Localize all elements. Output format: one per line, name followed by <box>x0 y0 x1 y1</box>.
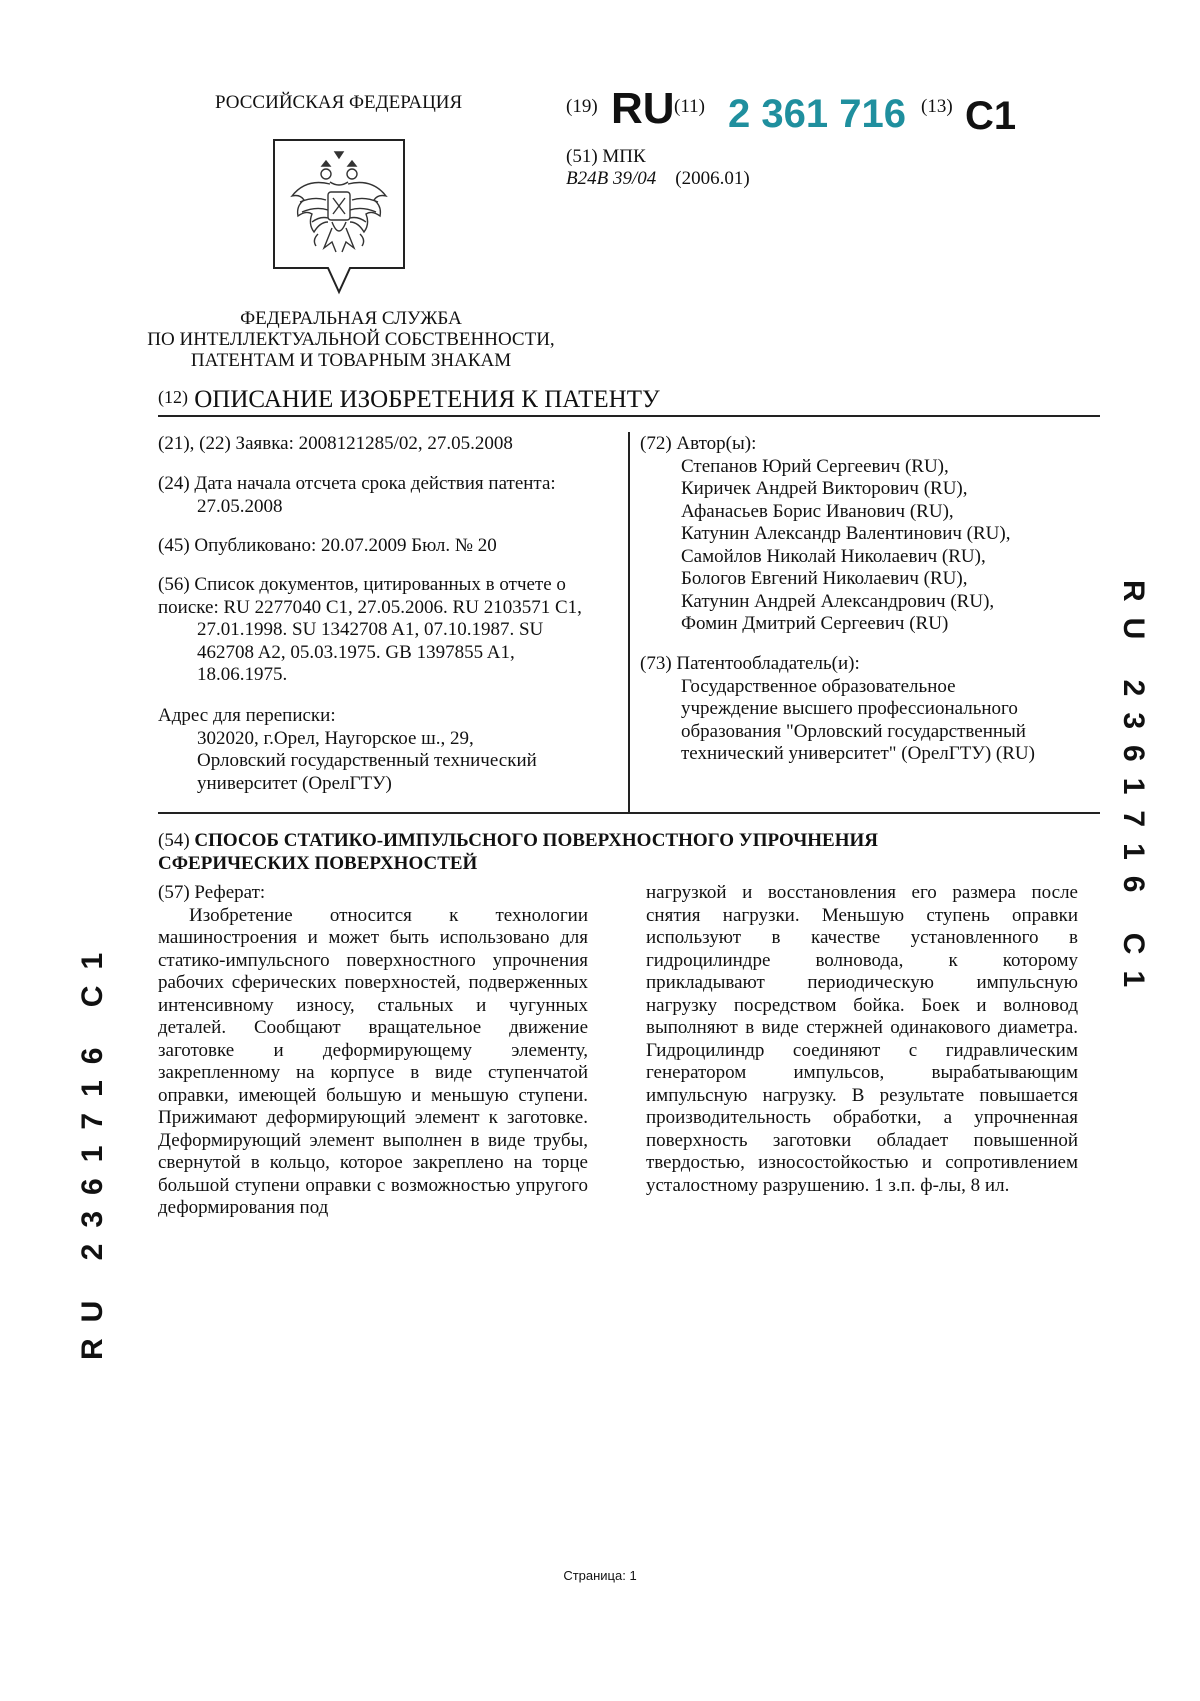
author-item: Афанасьев Борис Иванович (RU), <box>681 500 954 522</box>
author-item: Самойлов Николай Николаевич (RU), <box>681 545 986 567</box>
author-item: Катунин Андрей Александрович (RU), <box>681 590 995 612</box>
document-title: (12) ОПИСАНИЕ ИЗОБРЕТЕНИЯ К ПАТЕНТУ <box>158 386 660 413</box>
ipc-label: (51) МПК <box>566 146 646 167</box>
invention-title: (54) СПОСОБ СТАТИКО-ИМПУЛЬСНОГО ПОВЕРХНОСТНОГО УПРОЧНЕНИЯ СФЕРИЧЕСКИХ ПОВЕРХНОСТЕЙ <box>158 830 878 874</box>
abstract-text-part1: Изобретение относится к технологии машиностроения и может быть использовано для статико-импульсного поверхностного упрочнения рабочих сферических поверхностей, подверженных интенсивному износу, стальных и чугунных деталей. Сообщают вращательное движение заготовке и деформирующему элементу, закрепленному на корпусе в виде ступенчатой оправки, имеющей большую и меньшую ступени. Прижимают деформирующий элемент к заготовке. Деформирующий элемент выполнен в виде трубы, свернутой в кольцо, которое закреплено на торце большой ступени оправки с возможностью упругого деформирования под <box>158 904 588 1218</box>
right-margin-label: RU 2361716 C1 <box>1117 580 1150 1004</box>
russian-coat-of-arms-icon <box>270 136 408 300</box>
author-item: Фомин Дмитрий Сергеевич (RU) <box>681 613 949 634</box>
country-code: RU <box>611 84 675 133</box>
ipc-class: B24B 39/04 <box>566 168 657 189</box>
abstract-text-part2: нагрузкой и восстановления его размера после снятия нагрузки. Меньшую ступень оправки используют в качестве установленного в гидроцилиндре волновода, к которому прикладывают периодическую импульсную нагрузку посредством бойка. Боек и волновод выполняют в виде стержней одинакового диаметра. Гидроцилиндр соединяют с гидравлическим генератором импульсов, вырабатывающим импульсную нагрузку. В результате повышается производительность обработки, а упрочненная поверхность заготовки обладает повышенной твердостью, износостойкостью и сопротивлением усталостному разрушению. 1 з.п. ф-лы, 8 ил. <box>646 882 1078 1196</box>
country-name: РОССИЙСКАЯ ФЕДЕРАЦИЯ <box>215 92 463 113</box>
correspondence-address: Адрес для переписки: 302020, г.Орел, Наугорское ш., 29, Орловский государственный технический университет (ОрелГТУ) <box>158 705 537 794</box>
authors-field: (72) Автор(ы): Степанов Юрий Сергеевич (RU), Киричек Андрей Викторович (RU), Афанасьев Борис Иванович (RU), Катунин Александр Валентинович (RU), Самойлов Николай Николаевич (RU), Бологов Евгений Николаевич (RU), Катунин Андрей Александрович (RU), Фомин Дмитрий Сергеевич (RU) <box>640 433 1100 636</box>
author-item: Киричек Андрей Викторович (RU), <box>681 478 968 499</box>
bottom-divider <box>158 812 1100 814</box>
ipc-version: (2006.01) <box>675 168 750 189</box>
inid-code-11: (11) <box>674 96 705 117</box>
patent-number: 2 361 716 <box>728 92 906 136</box>
column-divider <box>628 432 630 812</box>
term-start-field: (24) Дата начала отсчета срока действия патента: 27.05.2008 <box>158 473 556 517</box>
abstract-left-column <box>158 882 588 1220</box>
inid-code-13: (13) <box>921 96 953 117</box>
patent-owner-field: (73) Патентообладатель(и): Государственное образовательное учреждение высшего профессионального образования "Орловский государственный технический университет" (ОрелГТУ) (RU) <box>640 653 1035 764</box>
page-number: Страница: 1 <box>563 1568 637 1583</box>
agency-name: ФЕДЕРАЛЬНАЯ СЛУЖБА ПО ИНТЕЛЛЕКТУАЛЬНОЙ СОБСТВЕННОСТИ, ПАТЕНТАМ И ТОВАРНЫМ ЗНАКАМ <box>147 308 555 371</box>
ipc-classification <box>566 168 750 190</box>
left-margin-label: RU 2361716 C1 <box>76 936 109 1360</box>
application-field: (21), (22) Заявка: 2008121285/02, 27.05.2008 <box>158 433 513 454</box>
author-item: Степанов Юрий Сергеевич (RU), <box>681 455 949 477</box>
kind-code: C1 <box>965 94 1017 138</box>
author-item: Катунин Александр Валентинович (RU), <box>681 523 1011 544</box>
published-field: (45) Опубликовано: 20.07.2009 Бюл. № 20 <box>158 535 497 556</box>
author-item: Бологов Евгений Николаевич (RU), <box>681 568 968 589</box>
inid-code-19: (19) <box>566 96 598 117</box>
top-divider <box>158 415 1100 417</box>
cited-documents-field: (56) Список документов, цитированных в отчете о поиске: RU 2277040 C1, 27.05.2006. RU 2103571 C1, 27.01.1998. SU 1342708 A1, 07.10.1987. SU 462708 A2, 05.03.1975. GB 1397855 A1, 18.06.1975. <box>158 574 582 685</box>
abstract-label: (57) Реферат: <box>158 882 266 903</box>
abstract-right-column <box>646 882 1078 1197</box>
